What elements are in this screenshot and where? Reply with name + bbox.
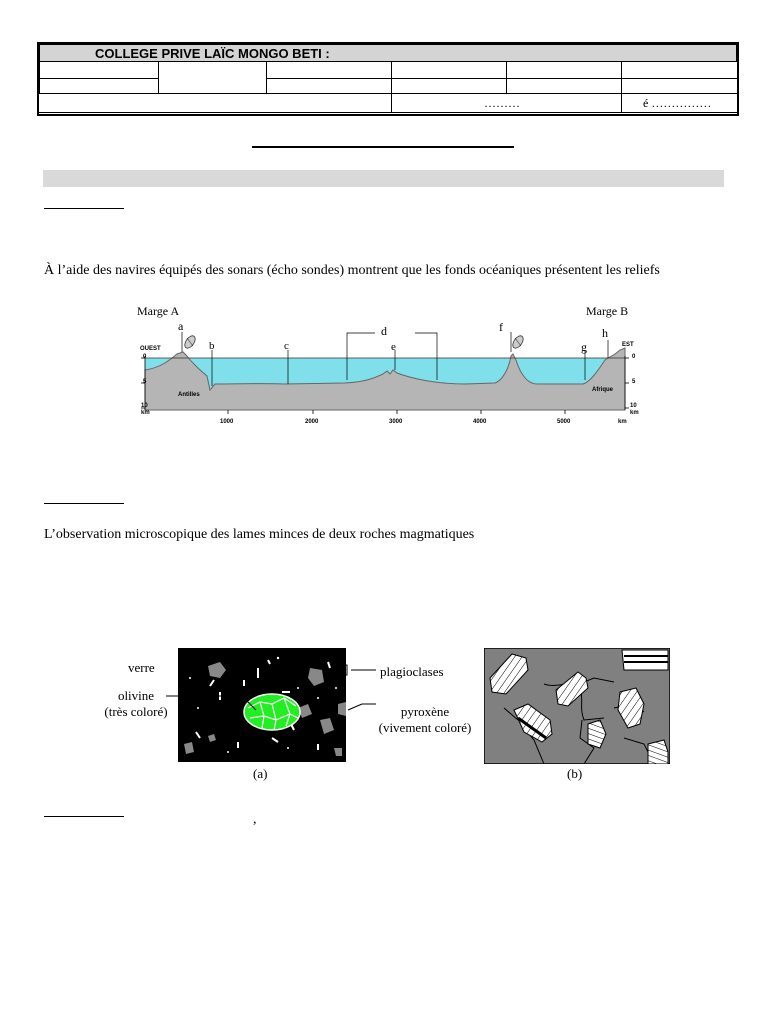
header-table (38, 43, 738, 96)
olivine-label (97, 688, 175, 720)
profile-letter-e: e (391, 341, 396, 353)
margin-b-label: Marge B (586, 304, 629, 318)
afrique-label: Afrique (592, 387, 613, 393)
profile-letter-d: d (381, 324, 387, 338)
header-row-3 (38, 93, 738, 113)
x-tick-2000: 2000 (305, 419, 319, 425)
x-tick-1000: 1000 (220, 419, 234, 425)
est-label: EST (622, 342, 634, 348)
header-cell (39, 62, 158, 79)
depth-right-5: 5 (632, 379, 636, 385)
olivine-name: olivine (117, 688, 155, 703)
antilles-label: Antilles (178, 392, 200, 398)
header-cell (391, 62, 506, 79)
profile-letter-b: b (209, 340, 215, 352)
pyroxene-name: pyroxène (400, 704, 450, 719)
caption-a: (a) (253, 766, 268, 781)
x-tick-km: km (618, 419, 627, 425)
header-cell (158, 62, 266, 96)
depth-left-10: 10 (141, 403, 148, 409)
volcano-icon (183, 334, 198, 350)
verre-label: verre (128, 660, 155, 675)
dots-field-2: é …………… (643, 96, 712, 110)
dots-field-1: ……… (484, 96, 520, 110)
header-cell (506, 62, 621, 79)
section-rule-1 (44, 208, 124, 209)
depth-right-10: 10 (630, 403, 637, 409)
section-band (43, 170, 724, 187)
depth-left-0: 0 (143, 354, 147, 360)
plagioclases-label: plagioclases (380, 664, 444, 679)
margin-a-label: Marge A (137, 304, 180, 318)
ouest-label: OUEST (140, 346, 161, 352)
thin-section-b (484, 648, 670, 764)
pyroxene-note: (vivement coloré) (378, 720, 472, 735)
profile-letter-c: c (284, 340, 289, 352)
x-tick-5000: 5000 (557, 419, 571, 425)
paragraph-1: À l’aide des navires équipés des sonars (écho sondes) montrent que les fonds océaniques présentent les reliefs (44, 263, 660, 278)
depth-right-0: 0 (632, 354, 636, 360)
caption-b: (b) (567, 766, 583, 781)
profile-letter-f: f (499, 320, 503, 334)
section-rule-3 (44, 816, 124, 817)
depth-left-km: km (141, 410, 150, 416)
depth-right-km: km (630, 410, 639, 416)
profile-letter-g: g (581, 340, 587, 354)
profile-letter-h: h (602, 326, 608, 340)
volcano-icon (511, 334, 526, 350)
label-pointers (166, 650, 386, 730)
olivine-note: (très coloré) (104, 704, 168, 719)
profile-letter-a: a (178, 319, 184, 333)
paragraph-2: L’observation microscopique des lames minces de deux roches magmatiques (44, 527, 475, 542)
depth-left-5: 5 (143, 379, 147, 385)
header-cell (621, 62, 737, 79)
section-rule-2 (44, 503, 124, 504)
title-rule (252, 146, 514, 148)
x-tick-4000: 4000 (473, 419, 487, 425)
x-tick-3000: 3000 (389, 419, 403, 425)
ocean-profile-diagram (135, 298, 645, 430)
comma-mark: , (253, 812, 257, 827)
school-name: COLLEGE PRIVE LAÏC MONGO BETI : (39, 44, 737, 62)
pyroxene-label (372, 704, 478, 736)
header-cell (266, 62, 391, 79)
